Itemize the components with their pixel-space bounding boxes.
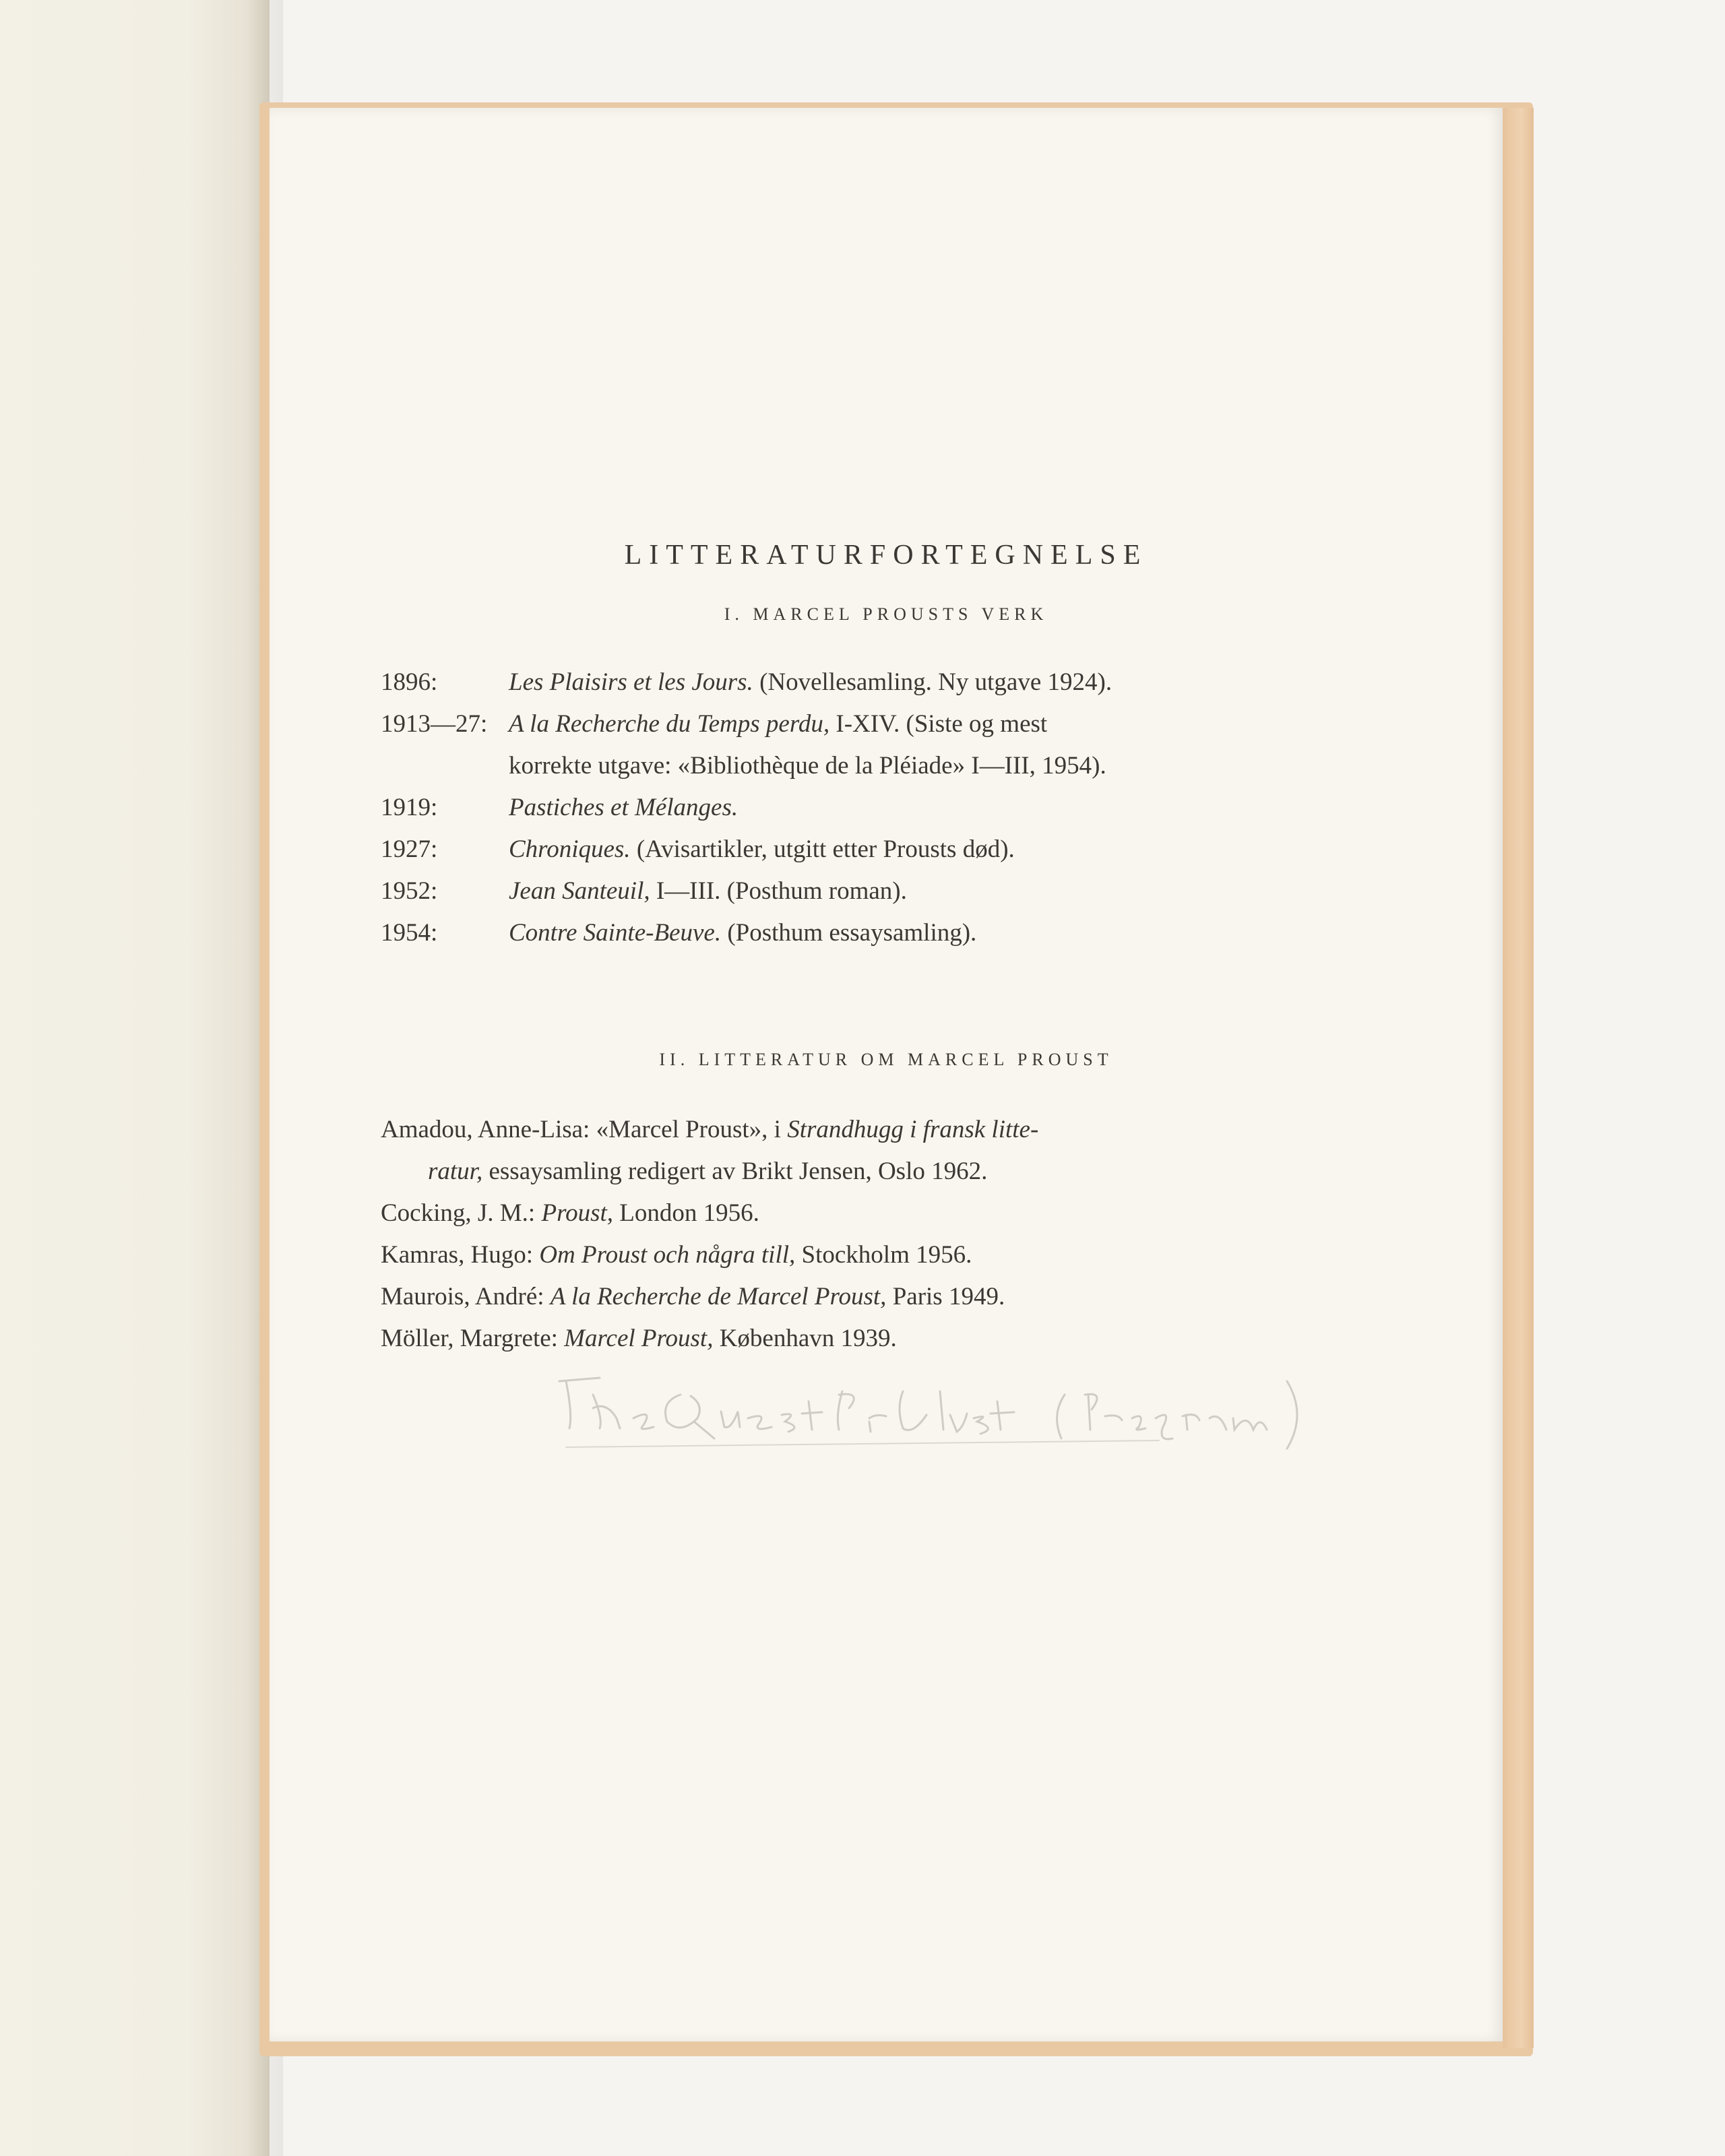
ref-title: Proust, [541, 1199, 614, 1227]
work-title: Contre Sainte-Beuve. [509, 919, 722, 947]
ref-author: Möller, Margrete: [381, 1325, 565, 1352]
list-item [381, 787, 1257, 829]
list-item [381, 1109, 1257, 1193]
work-note: (Avisartikler, utgitt etter Prousts død). [630, 835, 1015, 863]
section-heading-literature: II. LITTERATUR OM MARCEL PROUST [659, 1050, 1113, 1069]
work-entry [509, 745, 1257, 787]
work-year [381, 745, 509, 787]
ref-details: Paris 1949. [886, 1283, 1005, 1310]
work-entry [509, 829, 1257, 870]
work-year: 1896: [381, 668, 438, 696]
section-heading-works: I. MARCEL PROUSTS VERK [724, 604, 1048, 624]
work-entry [509, 662, 1257, 703]
list-item [381, 829, 1257, 870]
list-item [381, 703, 1257, 745]
ref-author: Amadou, Anne-Lisa: «Marcel Proust», i [381, 1116, 788, 1143]
ref-author: Maurois, André: [381, 1283, 551, 1310]
list-item [381, 1318, 1257, 1360]
left-page [0, 0, 270, 2156]
ref-title-cont: ratur, [428, 1158, 483, 1185]
work-title: Jean Santeuil, [509, 877, 650, 905]
work-note: I—III. (Posthum roman). [650, 877, 907, 905]
ref-details: London 1956. [613, 1199, 759, 1227]
work-note: I-XIV. (Siste og mest [829, 710, 1048, 738]
ref-details: essaysamling redigert av Brikt Jensen, Oslo 1962. [482, 1158, 988, 1185]
work-year: 1913—27: [381, 710, 488, 738]
work-entry [509, 870, 1257, 912]
right-page [270, 108, 1503, 2041]
list-item [381, 1234, 1257, 1276]
ref-details: København 1939. [713, 1325, 897, 1352]
ref-title: Strandhugg i fransk litte- [787, 1116, 1039, 1143]
list-item [381, 1276, 1257, 1318]
list-item [381, 745, 1257, 787]
work-title: Pastiches et Mélanges. [509, 794, 739, 821]
ref-title: A la Recherche de Marcel Proust, [550, 1283, 887, 1310]
work-entry [509, 912, 1257, 954]
work-title: A la Recherche du Temps perdu, [509, 710, 830, 738]
works-list [381, 662, 1257, 954]
work-note: korrekte utgave: «Bibliothèque de la Pléiade» I—III, 1954). [509, 752, 1106, 780]
list-item [381, 912, 1257, 954]
references-list [381, 1109, 1257, 1360]
work-title: Chroniques. [509, 835, 631, 863]
work-year: 1919: [381, 794, 438, 821]
ref-details: Stockholm 1956. [795, 1241, 972, 1269]
ref-author: Kamras, Hugo: [381, 1241, 540, 1269]
ref-title: Marcel Proust, [564, 1325, 714, 1352]
work-year: 1952: [381, 877, 438, 905]
ref-continuation [381, 1151, 1257, 1193]
work-title: Les Plaisirs et les Jours. [509, 668, 753, 696]
work-note: (Novellesamling. Ny utgave 1924). [753, 668, 1112, 696]
ref-author: Cocking, J. M.: [381, 1199, 542, 1227]
pencil-inscription [553, 1354, 1321, 1462]
work-entry [509, 787, 1257, 829]
ref-title: Om Proust och några till, [539, 1241, 796, 1269]
work-entry [509, 703, 1257, 745]
work-year: 1954: [381, 919, 438, 947]
list-item [381, 662, 1257, 703]
list-item [381, 870, 1257, 912]
list-item [381, 1193, 1257, 1234]
work-note: (Posthum essaysamling). [721, 919, 977, 947]
page-title: LITTERATURFORTEGNELSE [624, 540, 1148, 571]
cover-edge [1503, 108, 1534, 2048]
work-year: 1927: [381, 835, 438, 863]
